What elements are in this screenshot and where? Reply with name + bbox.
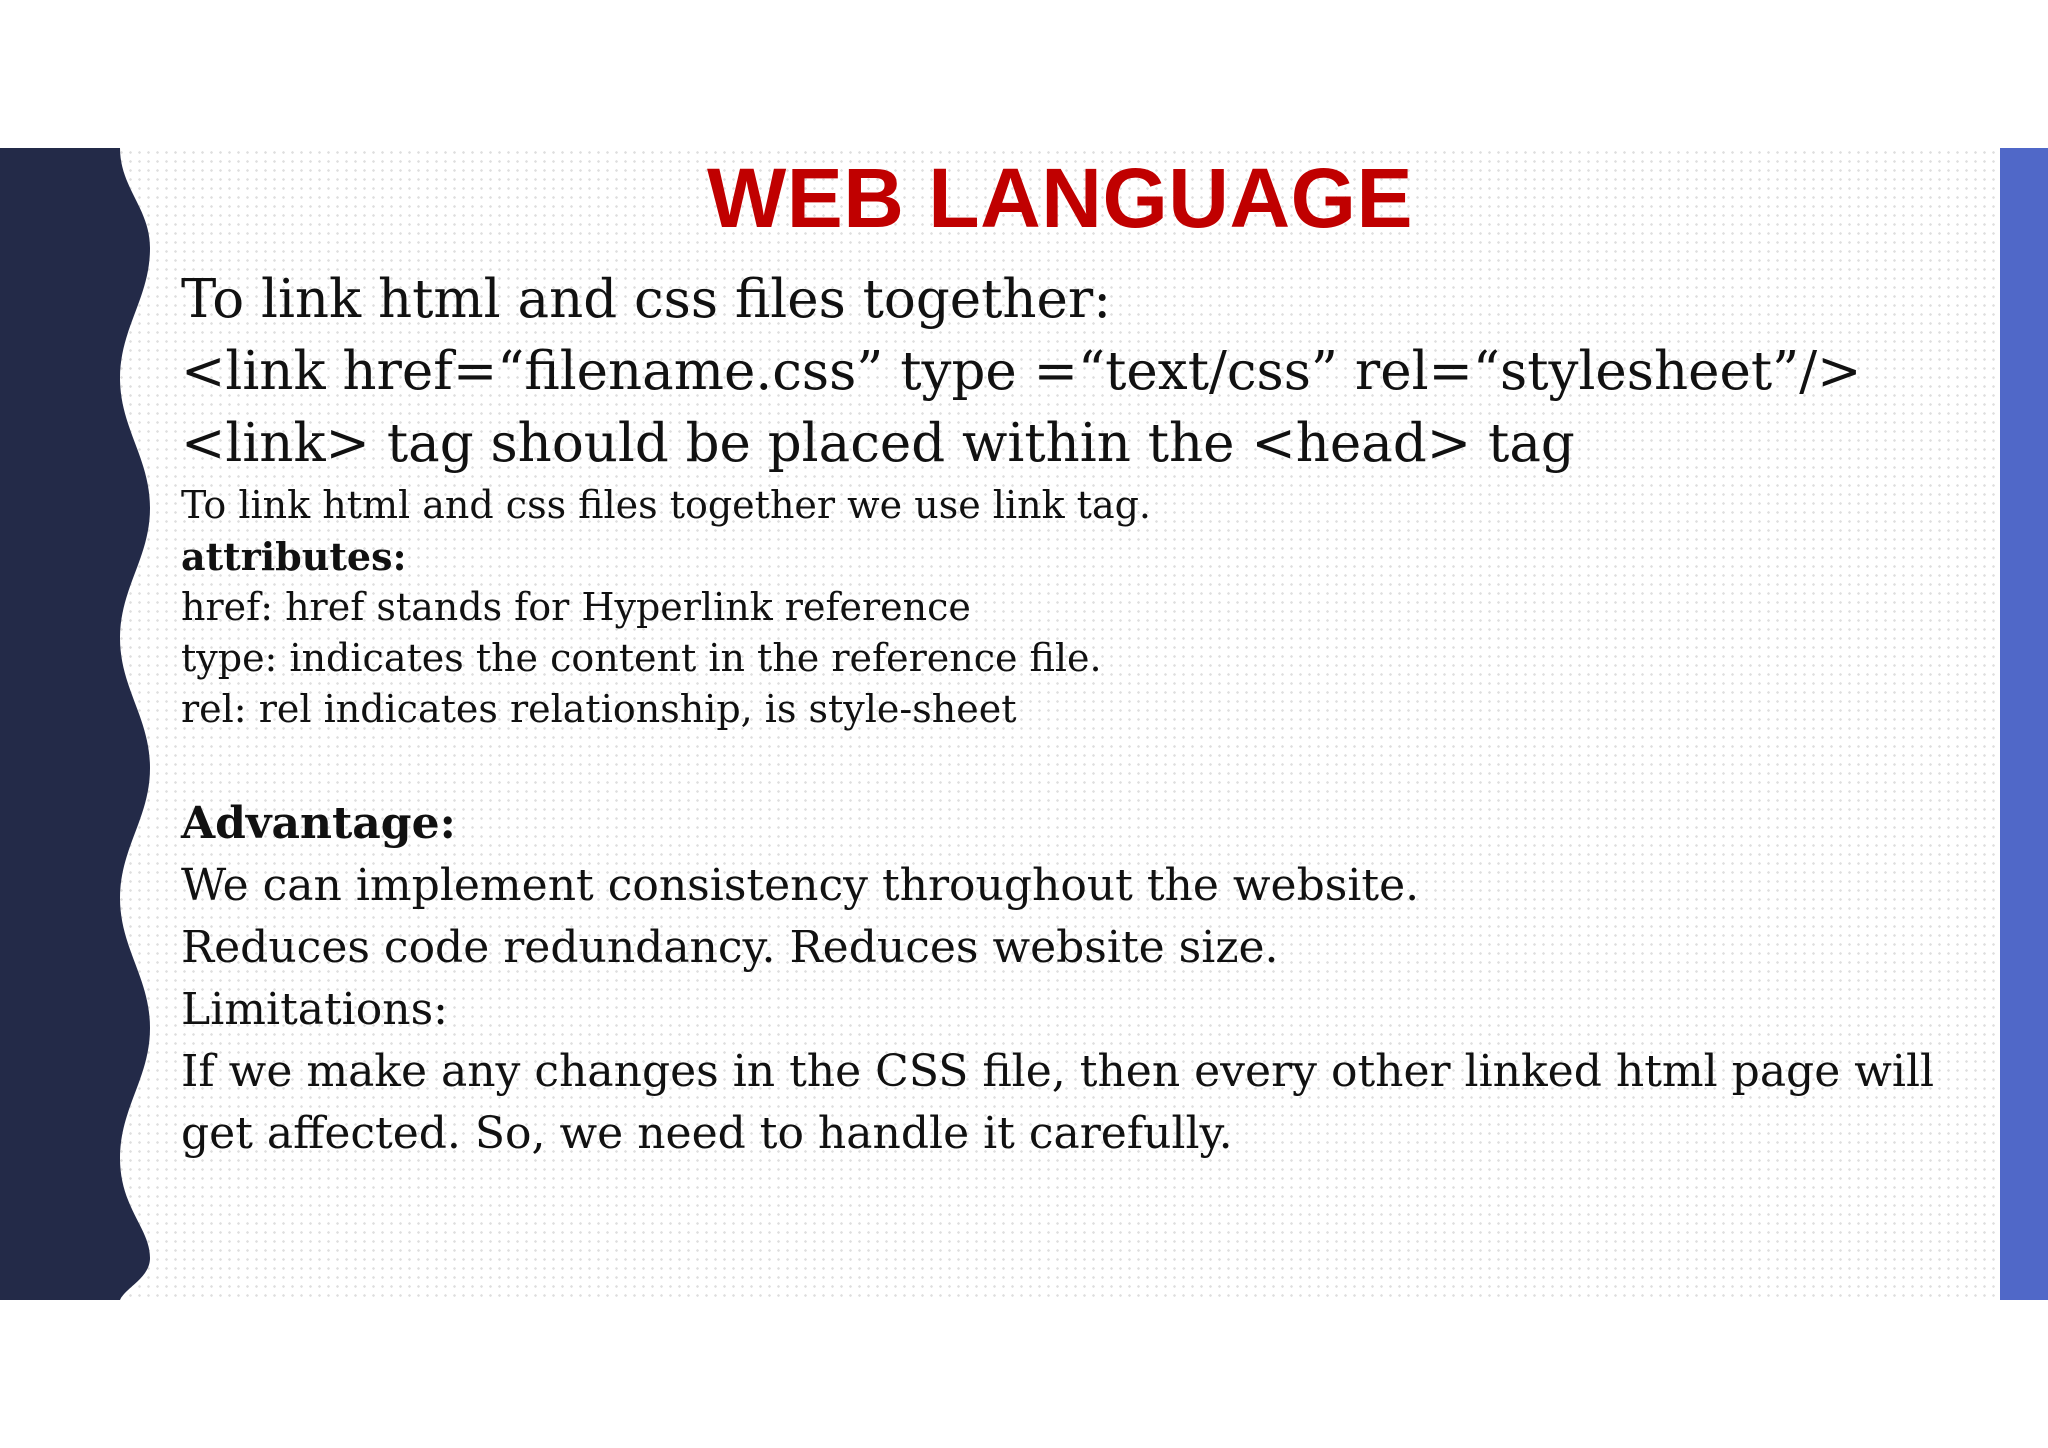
advantage-line-consistency: We can implement consistency throughout the website. [181, 860, 1420, 911]
link-tag-placement: <link> tag should be placed within the <head> tag [181, 413, 1575, 474]
slide [0, 148, 2048, 1300]
section-spacer [181, 735, 1981, 793]
limitations-text: If we make any changes in the CSS file, then every other linked html page will get affected. So, we need to handle it carefully. [181, 1046, 1935, 1159]
slide-content [181, 264, 1981, 1165]
link-tag-example: <link href=“filename.css” type =“text/css” rel=“stylesheet”/> [181, 341, 1862, 402]
advantage-line-redundancy: Reduces code redundancy. Reduces website size. [181, 922, 1279, 973]
attribute-type: type: indicates the content in the reference file. [181, 636, 1102, 680]
attribute-href: href: href stands for Hyperlink reference [181, 585, 971, 629]
left-wave-band [0, 148, 160, 1300]
attribute-rel: rel: rel indicates relationship, is style-sheet [181, 687, 1017, 731]
left-wave-shape [0, 148, 150, 1300]
slide-title: WEB LANGUAGE [707, 151, 1413, 245]
advantage-heading: Advantage: [181, 798, 456, 849]
limitations-heading: Limitations: [181, 984, 448, 1035]
attributes-heading: attributes: [181, 534, 407, 579]
intro-line: To link html and css files together: [181, 269, 1112, 330]
right-accent-bar [2000, 148, 2048, 1300]
link-tag-summary: To link html and css files together we use link tag. [181, 483, 1152, 527]
